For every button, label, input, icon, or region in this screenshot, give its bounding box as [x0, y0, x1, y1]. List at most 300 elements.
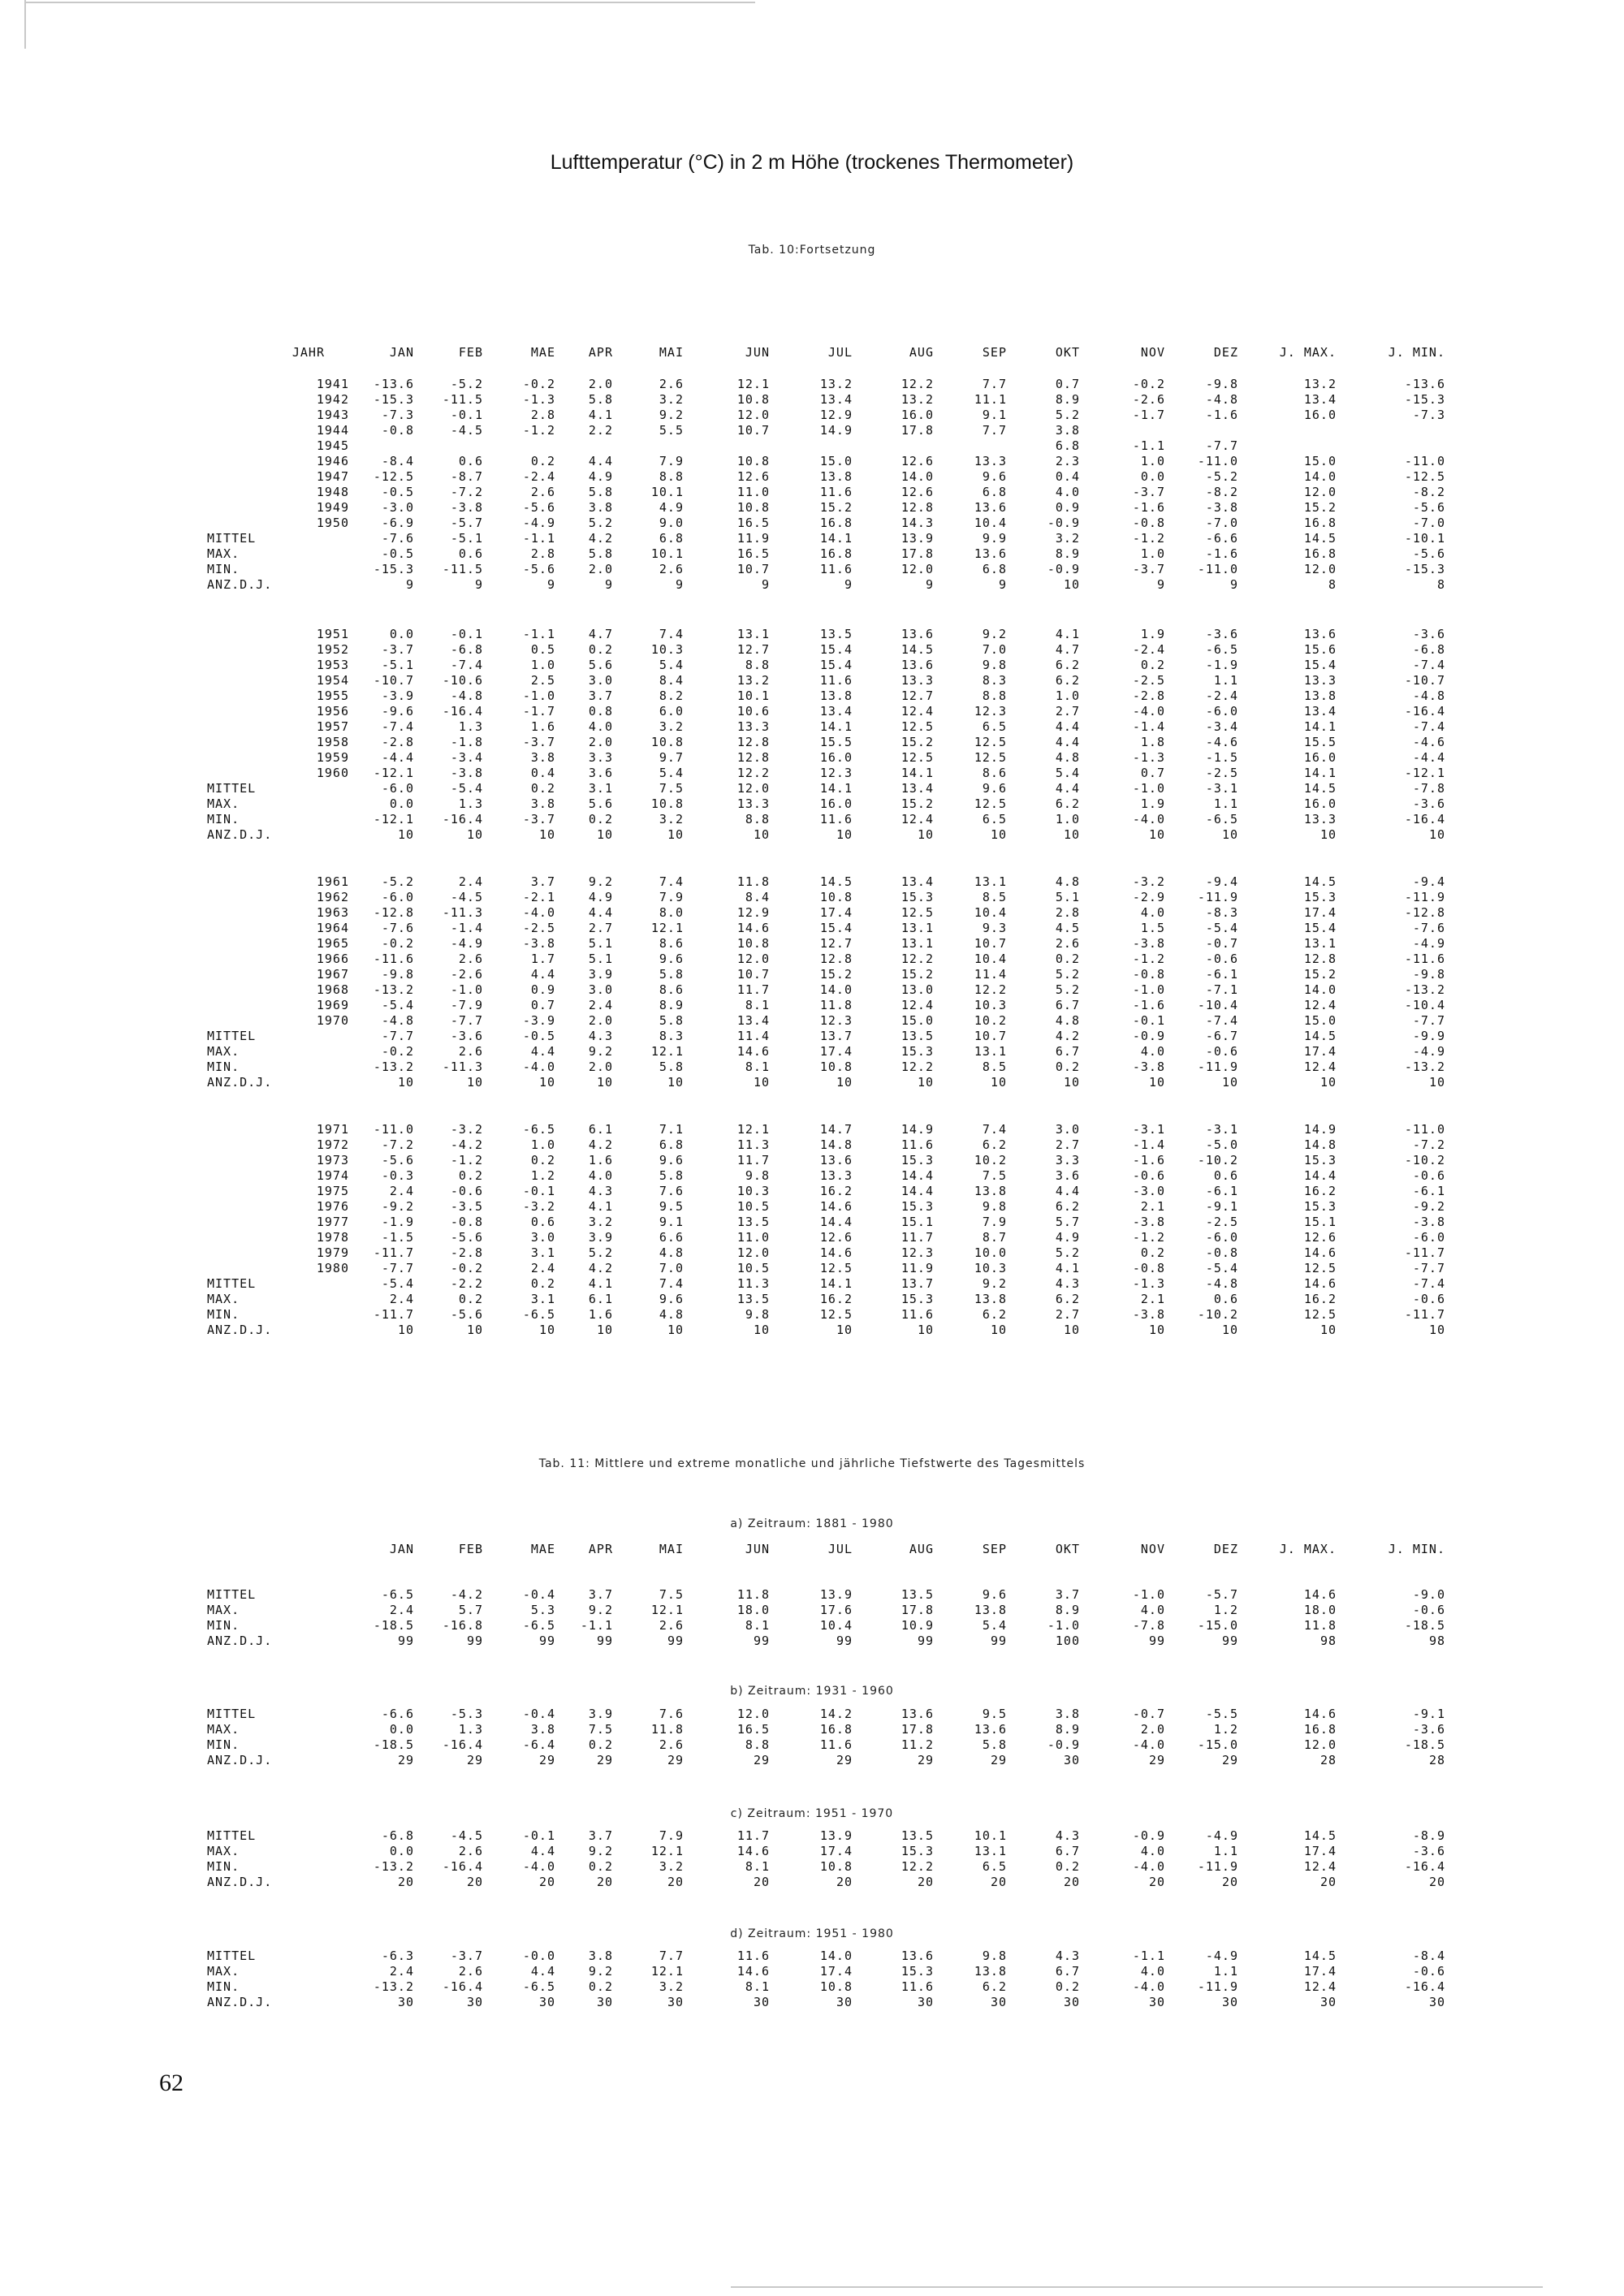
column-header-dez: DEZ: [1213, 345, 1238, 360]
table-cell: 5.1: [588, 936, 613, 951]
table-cell: 13.3: [736, 796, 770, 811]
table-cell: 30: [1428, 1995, 1445, 2009]
table-cell: 7.7: [659, 1949, 684, 1963]
table-cell: 13.5: [901, 1828, 934, 1843]
table-cell: -3.8: [450, 500, 483, 515]
table-cell: 10: [1063, 1323, 1080, 1337]
table-row: [207, 719, 1445, 735]
table-cell: 14.1: [1303, 719, 1337, 734]
table-cell: 9.7: [659, 750, 684, 765]
table-cell: -11.9: [1197, 1060, 1238, 1074]
column-header-j-max: J. MAX.: [1279, 345, 1337, 360]
table-cell: -11.5: [442, 392, 483, 407]
table-cell: 12.3: [974, 704, 1007, 719]
table-cell: 9.6: [982, 469, 1007, 484]
row-year: 1941: [316, 377, 349, 391]
table-cell: 14.1: [1303, 766, 1337, 780]
row-year: 1946: [316, 454, 349, 468]
table-cell: 9.5: [982, 1707, 1007, 1721]
row-label: MIN.: [207, 1979, 240, 1994]
table-cell: 0.2: [458, 1292, 483, 1306]
table-cell: 10: [1428, 827, 1445, 842]
table-cell: 11.7: [736, 1828, 770, 1843]
scan-edge-left: [24, 0, 26, 49]
table-cell: -5.2: [450, 377, 483, 391]
table-cell: 15.4: [1303, 921, 1337, 935]
row-label: [207, 423, 296, 438]
table-cell: 16.0: [819, 750, 853, 765]
table-cell: 12.0: [1303, 1737, 1337, 1752]
table-cell: 99: [667, 1634, 684, 1648]
table-cell: 30: [753, 1995, 770, 2009]
table-cell: 10: [1320, 1323, 1337, 1337]
row-year: 1980: [316, 1261, 349, 1275]
table-cell: 15.4: [819, 642, 853, 657]
table-cell: 13.3: [901, 673, 934, 688]
table-cell: -5.7: [1205, 1587, 1238, 1602]
table-cell: -16.4: [442, 704, 483, 719]
table-cell: 7.4: [659, 874, 684, 889]
table-cell: -9.0: [1412, 1587, 1445, 1602]
table-cell: 9.6: [659, 1292, 684, 1306]
table-cell: 11.7: [901, 1230, 934, 1245]
table-cell: 13.2: [1303, 377, 1337, 391]
table-cell: 2.7: [588, 921, 613, 935]
table-row: [207, 921, 1445, 936]
table-cell: 1.0: [530, 658, 555, 672]
table-row: [207, 1707, 1445, 1722]
row-label: [207, 1013, 296, 1029]
row-year: 1953: [316, 658, 349, 672]
table-cell: -0.7: [1132, 1707, 1165, 1721]
table-cell: 12.8: [1303, 952, 1337, 966]
table-cell: 15.3: [1303, 890, 1337, 904]
table-cell: -11.6: [1404, 952, 1445, 966]
table-cell: 1.2: [530, 1168, 555, 1183]
table-row: [207, 1722, 1445, 1737]
table-cell: -13.2: [373, 1979, 414, 1994]
table-cell: 17.4: [1303, 1844, 1337, 1858]
row-label: MIN.: [207, 1737, 240, 1752]
column-header-feb: FEB: [458, 345, 483, 360]
table-cell: 0.7: [1055, 377, 1080, 391]
table-cell: -3.9: [522, 1013, 555, 1028]
table-cell: 10.7: [736, 423, 770, 438]
row-year: [296, 796, 349, 812]
table-cell: -5.4: [381, 998, 414, 1012]
table-cell: 14.2: [819, 1707, 853, 1721]
table-row: [207, 1964, 1445, 1979]
table-cell: -0.9: [1047, 516, 1080, 530]
table-cell: 5.1: [588, 952, 613, 966]
table-cell: 6.2: [1055, 796, 1080, 811]
table-cell: 29: [466, 1753, 483, 1767]
table-cell: 12.5: [819, 1307, 853, 1322]
table-cell: 15.3: [1303, 1153, 1337, 1167]
table-cell: 5.8: [659, 1168, 684, 1183]
table-cell: 2.0: [1140, 1722, 1165, 1737]
table-cell: 3.7: [588, 688, 613, 703]
table-cell: 13.6: [901, 627, 934, 641]
table-cell: 10: [596, 1075, 613, 1090]
table-cell: -10.2: [1197, 1307, 1238, 1322]
table-cell: -4.4: [381, 750, 414, 765]
data-table: [207, 1949, 1445, 2010]
row-label: [207, 688, 296, 704]
row-label: MITTEL: [207, 1828, 257, 1843]
table-cell: 10.8: [819, 1060, 853, 1074]
table-cell: 4.4: [1055, 735, 1080, 749]
table-cell: -5.6: [381, 1153, 414, 1167]
table-cell: -1.8: [450, 735, 483, 749]
table-cell: 99: [596, 1634, 613, 1648]
table-row: [207, 1215, 1445, 1230]
table-cell: 13.8: [819, 688, 853, 703]
table-cell: -5.7: [450, 516, 483, 530]
table-cell: 11.9: [736, 531, 770, 546]
table-cell: 7.5: [659, 781, 684, 796]
table-cell: 5.2: [588, 516, 613, 530]
row-label: [207, 642, 296, 658]
table-cell: -5.6: [1412, 500, 1445, 515]
row-label: [207, 1245, 296, 1261]
table-cell: 5.3: [530, 1603, 555, 1617]
table-cell: 10: [836, 1323, 853, 1337]
table-row: [207, 704, 1445, 719]
table-cell: 4.0: [588, 719, 613, 734]
table-cell: -12.5: [373, 469, 414, 484]
table-cell: 3.8: [530, 796, 555, 811]
table-row: [207, 936, 1445, 952]
table-cell: 8.0: [659, 905, 684, 920]
table-cell: 7.4: [659, 1276, 684, 1291]
table-cell: -3.6: [1412, 1722, 1445, 1737]
table-cell: -3.6: [450, 1029, 483, 1043]
table-cell: -1.0: [1132, 781, 1165, 796]
row-label: ANZ.D.J.: [207, 1075, 273, 1090]
table-row: [207, 812, 1445, 827]
table-cell: -6.3: [381, 1949, 414, 1963]
table-cell: 13.7: [819, 1029, 853, 1043]
column-header-dez: DEZ: [1213, 1542, 1238, 1556]
table-row: [207, 1184, 1445, 1199]
table-cell: -12.1: [1404, 766, 1445, 780]
table-cell: 10.8: [736, 936, 770, 951]
table-cell: 99: [466, 1634, 483, 1648]
table-cell: 15.2: [901, 796, 934, 811]
row-year: 1976: [316, 1199, 349, 1214]
row-year: [296, 1276, 349, 1292]
table-cell: 13.8: [974, 1292, 1007, 1306]
table-cell: 14.6: [736, 921, 770, 935]
table-cell: 13.6: [974, 546, 1007, 561]
table-cell: -16.4: [1404, 1979, 1445, 1994]
table-cell: -6.1: [1205, 1184, 1238, 1198]
row-label: MAX.: [207, 1844, 240, 1858]
table-cell: 4.8: [659, 1245, 684, 1260]
table-cell: 6.8: [659, 1137, 684, 1152]
table-row: [207, 438, 1445, 454]
table-row: [207, 423, 1445, 438]
table-cell: -15.3: [373, 562, 414, 576]
table-cell: -4.9: [1412, 936, 1445, 951]
table-row: [207, 1199, 1445, 1215]
table-cell: 13.5: [819, 627, 853, 641]
table-cell: 0.0: [389, 627, 414, 641]
table-row: [207, 905, 1445, 921]
table-cell: 9: [761, 577, 770, 592]
table-cell: 3.0: [1055, 1122, 1080, 1137]
table-row: [207, 827, 1445, 843]
table-cell: -2.8: [1132, 688, 1165, 703]
table-cell: 7.0: [659, 1261, 684, 1275]
table-cell: -6.0: [1205, 1230, 1238, 1245]
table-cell: 1.8: [1140, 735, 1165, 749]
table-cell: -11.7: [373, 1307, 414, 1322]
row-label: [207, 1199, 296, 1215]
table-cell: 10: [397, 1075, 414, 1090]
row-year: 1964: [316, 921, 349, 935]
row-label: [207, 454, 296, 469]
table-cell: 17.8: [901, 546, 934, 561]
table-cell: -5.3: [450, 1707, 483, 1721]
table-cell: 11.8: [736, 1587, 770, 1602]
table-cell: 12.2: [736, 766, 770, 780]
table-cell: 12.8: [901, 500, 934, 515]
table-cell: 10: [990, 1075, 1007, 1090]
table-cell: 10.7: [974, 1029, 1007, 1043]
table-cell: -16.4: [1404, 704, 1445, 719]
table-cell: -10.2: [1197, 1153, 1238, 1167]
table-cell: -0.6: [1412, 1292, 1445, 1306]
table-cell: 29: [538, 1753, 555, 1767]
table-cell: 8.8: [982, 688, 1007, 703]
table-cell: 10.2: [974, 1013, 1007, 1028]
table-cell: 29: [1221, 1753, 1238, 1767]
table-row: [207, 1307, 1445, 1323]
table-row: [207, 796, 1445, 812]
table-cell: 10: [1428, 1323, 1445, 1337]
table-cell: -15.0: [1197, 1737, 1238, 1752]
table-cell: -4.5: [450, 1828, 483, 1843]
table-cell: 14.7: [819, 1122, 853, 1137]
table-cell: 7.5: [659, 1587, 684, 1602]
table-cell: -6.0: [1205, 704, 1238, 719]
table-cell: -7.4: [450, 658, 483, 672]
table-cell: -0.1: [522, 1828, 555, 1843]
row-label: MITTEL: [207, 1949, 257, 1963]
row-label: [207, 673, 296, 688]
table-cell: 4.1: [1055, 1261, 1080, 1275]
table-cell: 13.1: [974, 874, 1007, 889]
table-cell: 10: [1063, 827, 1080, 842]
row-label: MIN.: [207, 812, 240, 826]
table-cell: 16.0: [1303, 750, 1337, 765]
table-cell: 2.4: [389, 1964, 414, 1979]
table-cell: -6.1: [1205, 967, 1238, 982]
table-cell: -0.8: [1132, 1261, 1165, 1275]
table-cell: 12.2: [901, 952, 934, 966]
table-row: [207, 1137, 1445, 1153]
table-cell: 9.8: [745, 1307, 770, 1322]
table-cell: 0.2: [588, 642, 613, 657]
column-header-feb: FEB: [458, 1542, 483, 1556]
table-cell: 10: [836, 827, 853, 842]
table-cell: 13.5: [901, 1029, 934, 1043]
table-cell: -11.3: [442, 905, 483, 920]
table-cell: 3.0: [530, 1230, 555, 1245]
table-cell: -11.7: [373, 1245, 414, 1260]
table-cell: 100: [1055, 1634, 1080, 1648]
table-cell: 17.4: [819, 1044, 853, 1059]
table-cell: -7.8: [1132, 1618, 1165, 1633]
table-cell: 7.1: [659, 1122, 684, 1137]
row-label: [207, 658, 296, 673]
table-cell: 15.2: [1303, 500, 1337, 515]
table-cell: 16.8: [819, 516, 853, 530]
row-label: MITTEL: [207, 531, 257, 546]
table-cell: -7.2: [450, 485, 483, 499]
table-cell: 30: [1221, 1995, 1238, 2009]
table-cell: 1.2: [1213, 1722, 1238, 1737]
table-cell: -7.4: [1412, 1276, 1445, 1291]
column-header-j-max: J. MAX.: [1279, 1542, 1337, 1556]
table-cell: 2.0: [588, 1060, 613, 1074]
table-cell: -13.2: [1404, 1060, 1445, 1074]
table-cell: 30: [1063, 1753, 1080, 1767]
table-cell: -4.6: [1205, 735, 1238, 749]
table-cell: -18.5: [373, 1618, 414, 1633]
table-cell: 12.0: [1303, 562, 1337, 576]
row-label: MIN.: [207, 1618, 240, 1633]
table-cell: -7.1: [1205, 982, 1238, 997]
row-label: [207, 1137, 296, 1153]
table-cell: -3.4: [450, 750, 483, 765]
table-cell: 10.8: [650, 796, 684, 811]
table-cell: 14.5: [1303, 781, 1337, 796]
table-cell: 2.4: [389, 1292, 414, 1306]
section-title: a) Zeitraum: 1881 - 1980: [730, 1517, 894, 1530]
table-cell: 8.1: [745, 1859, 770, 1874]
row-year: 1971: [316, 1122, 349, 1137]
table-cell: 20: [753, 1875, 770, 1889]
table-cell: 14.4: [1303, 1168, 1337, 1183]
table-cell: -0.6: [1205, 952, 1238, 966]
row-label: [207, 1168, 296, 1184]
table-cell: 16.8: [1303, 546, 1337, 561]
table-cell: 10: [596, 1323, 613, 1337]
table-cell: -1.0: [522, 688, 555, 703]
row-label: [207, 377, 296, 392]
table-cell: 10: [1428, 1075, 1445, 1090]
table-row: [207, 1753, 1445, 1768]
table-cell: 13.6: [974, 500, 1007, 515]
row-year: 1954: [316, 673, 349, 688]
row-label: MAX.: [207, 1722, 240, 1737]
table-cell: -11.9: [1404, 890, 1445, 904]
table-cell: 10: [1063, 577, 1080, 592]
table-cell: -11.0: [1197, 562, 1238, 576]
table-row: [207, 516, 1445, 531]
row-label: [207, 952, 296, 967]
table-cell: 10.7: [974, 936, 1007, 951]
table-cell: 10.5: [736, 1199, 770, 1214]
table-cell: 10: [397, 1323, 414, 1337]
row-label: [207, 719, 296, 735]
table-cell: 3.0: [588, 982, 613, 997]
table-cell: 6.8: [659, 531, 684, 546]
table-cell: 7.9: [659, 890, 684, 904]
table-cell: 30: [538, 1995, 555, 2009]
row-year: [296, 781, 349, 796]
table-cell: -7.9: [450, 998, 483, 1012]
table-cell: 15.3: [901, 1844, 934, 1858]
table-cell: 14.6: [1303, 1707, 1337, 1721]
table-cell: 5.6: [588, 658, 613, 672]
table-cell: 8.5: [982, 890, 1007, 904]
table-cell: 14.5: [819, 874, 853, 889]
table-cell: -11.9: [1197, 890, 1238, 904]
table-cell: -6.1: [1412, 1184, 1445, 1198]
table-cell: 10.4: [974, 952, 1007, 966]
table-cell: 7.4: [659, 627, 684, 641]
table-cell: [1238, 423, 1337, 438]
table-cell: 11.6: [901, 1137, 934, 1152]
table-cell: 16.0: [901, 408, 934, 422]
table-cell: 13.9: [901, 531, 934, 546]
table-cell: 10.4: [974, 905, 1007, 920]
table-row: [207, 874, 1445, 890]
row-label: [207, 1215, 296, 1230]
table-cell: 4.4: [530, 967, 555, 982]
table-cell: -18.5: [1404, 1618, 1445, 1633]
table-cell: -7.7: [1412, 1261, 1445, 1275]
table-cell: 0.6: [458, 454, 483, 468]
table-cell: 4.3: [1055, 1276, 1080, 1291]
row-year: [296, 1323, 349, 1338]
table-cell: -1.6: [1132, 998, 1165, 1012]
table-cell: -3.1: [1205, 1122, 1238, 1137]
table-cell: 30: [1148, 1995, 1165, 2009]
table-cell: -7.2: [381, 1137, 414, 1152]
table-cell: -0.1: [522, 1184, 555, 1198]
table-cell: -6.0: [381, 890, 414, 904]
table-cell: 9: [405, 577, 414, 592]
table-cell: -1.9: [1205, 658, 1238, 672]
table-cell: 6.0: [659, 704, 684, 719]
column-header-jun: JUN: [745, 345, 770, 360]
data-table: [207, 1122, 1445, 1338]
table-cell: 14.8: [819, 1137, 853, 1152]
table-cell: -1.6: [1205, 408, 1238, 422]
table-cell: 1.0: [1140, 546, 1165, 561]
table-cell: -1.4: [1132, 719, 1165, 734]
table-cell: -0.9: [1132, 1029, 1165, 1043]
table-cell: 11.8: [1303, 1618, 1337, 1633]
table-cell: 9: [998, 577, 1007, 592]
table-cell: -11.0: [373, 1122, 414, 1137]
table-cell: 29: [990, 1753, 1007, 1767]
table-cell: 4.4: [530, 1044, 555, 1059]
table-cell: -7.8: [1412, 781, 1445, 796]
table-cell: 15.4: [819, 921, 853, 935]
table-cell: 14.5: [1303, 1828, 1337, 1843]
table-cell: 7.9: [659, 454, 684, 468]
table-cell: 13.3: [819, 1168, 853, 1183]
table-cell: 15.2: [819, 500, 853, 515]
table-cell: 2.4: [530, 1261, 555, 1275]
table-cell: 13.3: [1303, 812, 1337, 826]
